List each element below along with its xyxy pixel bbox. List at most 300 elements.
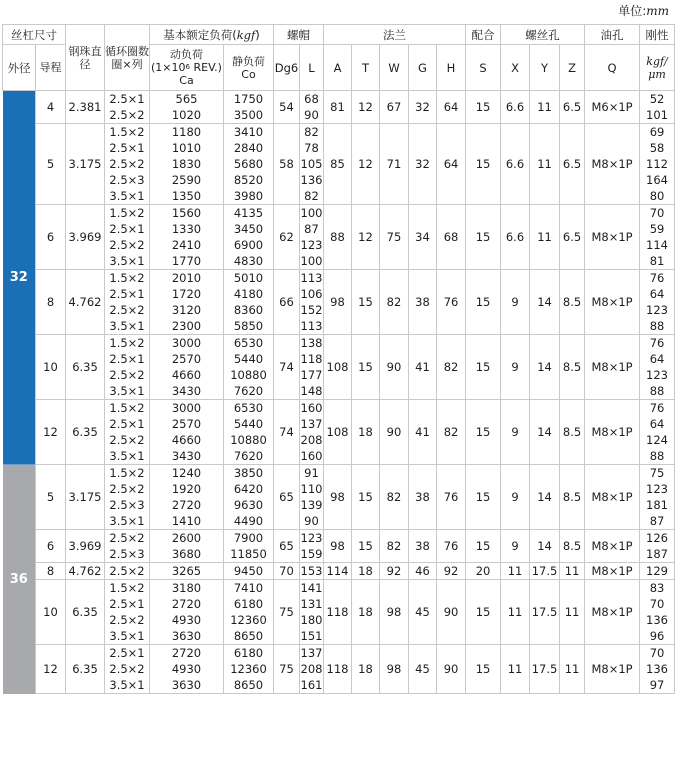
dynamic-load-cell-line: 2720 xyxy=(171,597,202,611)
w-cell: 75 xyxy=(380,205,409,270)
header-screw-size: 丝杠尺寸 xyxy=(3,25,66,45)
l-cell-line: 208 xyxy=(300,433,323,447)
circuits-cell-line: 2.5×2 xyxy=(109,238,145,252)
static-load-cell xyxy=(224,124,274,205)
dynamic-load-cell xyxy=(150,205,224,270)
static-load-cell xyxy=(224,530,274,563)
header-fit: 配合 xyxy=(466,25,501,45)
g-cell: 45 xyxy=(409,580,437,645)
circuits-cell-line: 2.5×2 xyxy=(109,564,145,578)
dg6-cell: 62 xyxy=(274,205,300,270)
dynamic-load-cell-line: 1010 xyxy=(171,141,202,155)
circuits-cell-line: 1.5×2 xyxy=(109,401,145,415)
g-cell: 38 xyxy=(409,530,437,563)
z-cell: 6.5 xyxy=(560,91,585,124)
dynamic-load-cell-line: 1770 xyxy=(171,254,202,268)
l-cell-line: 177 xyxy=(300,368,323,382)
y-cell: 11 xyxy=(530,205,560,270)
s-cell: 15 xyxy=(466,645,501,694)
dg6-cell: 58 xyxy=(274,124,300,205)
header-x: X xyxy=(501,45,530,91)
ball-screw-spec-table xyxy=(2,24,675,694)
g-cell: 41 xyxy=(409,335,437,400)
l-cell-line: 161 xyxy=(300,678,323,692)
l-cell xyxy=(300,400,324,465)
l-cell-line: 78 xyxy=(304,141,319,155)
l-cell xyxy=(300,270,324,335)
rigidity-cell-line: 70 xyxy=(649,646,665,660)
a-cell: 88 xyxy=(324,205,352,270)
rigidity-cell-line: 96 xyxy=(649,629,665,643)
lead-cell: 6 xyxy=(36,530,66,563)
q-cell: M8×1P xyxy=(585,335,640,400)
x-cell: 6.6 xyxy=(501,124,530,205)
l-cell-line: 152 xyxy=(300,303,323,317)
l-cell-line: 90 xyxy=(304,514,319,528)
rigidity-cell-line: 64 xyxy=(649,352,665,366)
l-cell-line: 118 xyxy=(300,352,323,366)
circuits-cell-line: 1.5×2 xyxy=(109,271,145,285)
lead-cell: 12 xyxy=(36,645,66,694)
dg6-cell: 54 xyxy=(274,91,300,124)
ball-dia-cell: 3.175 xyxy=(66,465,105,530)
w-cell: 82 xyxy=(380,530,409,563)
circuits-cell-line: 2.5×2 xyxy=(109,482,145,496)
static-load-cell-line: 9630 xyxy=(233,498,264,512)
y-cell: 11 xyxy=(530,124,560,205)
l-cell-line: 90 xyxy=(304,108,319,122)
static-load-cell-line: 3850 xyxy=(233,466,264,480)
static-load-cell-line: 4830 xyxy=(233,254,264,268)
w-cell: 98 xyxy=(380,580,409,645)
dynamic-load-cell xyxy=(150,563,224,580)
header-ball-dia: 钢珠直径 xyxy=(66,25,105,91)
header-oil-hole: 油孔 xyxy=(585,25,640,45)
w-cell: 67 xyxy=(380,91,409,124)
table-row xyxy=(3,563,675,580)
rigidity-cell xyxy=(640,563,675,580)
circuits-cell-line: 1.5×2 xyxy=(109,125,145,139)
dynamic-load-cell-line: 3630 xyxy=(171,678,202,692)
circuits-cell xyxy=(105,270,150,335)
static-load-cell-line: 9450 xyxy=(233,564,264,578)
l-cell-line: 110 xyxy=(300,482,323,496)
t-cell: 18 xyxy=(352,580,380,645)
circuits-cell-line: 2.5×1 xyxy=(109,92,145,106)
rigidity-cell-line: 76 xyxy=(649,401,665,415)
circuits-cell-line: 2.5×2 xyxy=(109,303,145,317)
circuits-cell-line: 2.5×3 xyxy=(109,498,145,512)
table-row xyxy=(3,335,675,400)
dynamic-load-cell-line: 1830 xyxy=(171,157,202,171)
circuits-cell-line: 3.5×1 xyxy=(109,189,145,203)
w-cell: 98 xyxy=(380,645,409,694)
table-row xyxy=(3,465,675,530)
header-q: Q xyxy=(585,45,640,91)
header-y: Y xyxy=(530,45,560,91)
h-cell: 76 xyxy=(437,465,466,530)
l-cell-line: 105 xyxy=(300,157,323,171)
table-body xyxy=(3,91,675,694)
static-load-cell-line: 12360 xyxy=(230,662,267,676)
ball-dia-cell: 2.381 xyxy=(66,91,105,124)
circuits-cell-line: 2.5×2 xyxy=(109,433,145,447)
circuits-cell-line: 2.5×2 xyxy=(109,108,145,122)
static-load-cell-line: 5010 xyxy=(233,271,264,285)
header-nut: 螺帽 xyxy=(274,25,324,45)
dynamic-load-cell xyxy=(150,580,224,645)
header-z: Z xyxy=(560,45,585,91)
header-rigidity-unit: kgf/ μm xyxy=(640,45,675,91)
dynamic-load-cell xyxy=(150,91,224,124)
header-static-load: 静负荷 Co xyxy=(224,45,274,91)
s-cell: 15 xyxy=(466,335,501,400)
header-bolt-hole: 螺丝孔 xyxy=(501,25,585,45)
rigidity-cell-line: 88 xyxy=(649,319,665,333)
l-cell xyxy=(300,124,324,205)
unit-label: 单位:mm xyxy=(618,4,669,18)
dg6-cell: 70 xyxy=(274,563,300,580)
static-load-cell-line: 11850 xyxy=(230,547,267,561)
static-load-cell xyxy=(224,563,274,580)
z-cell: 8.5 xyxy=(560,400,585,465)
t-cell: 15 xyxy=(352,465,380,530)
dynamic-load-cell-line: 4930 xyxy=(171,613,202,627)
circuits-cell-line: 3.5×1 xyxy=(109,319,145,333)
ball-dia-cell: 6.35 xyxy=(66,335,105,400)
static-load-cell xyxy=(224,645,274,694)
s-cell: 15 xyxy=(466,465,501,530)
x-cell: 11 xyxy=(501,563,530,580)
g-cell: 45 xyxy=(409,645,437,694)
a-cell: 118 xyxy=(324,645,352,694)
l-cell xyxy=(300,530,324,563)
h-cell: 90 xyxy=(437,645,466,694)
x-cell: 9 xyxy=(501,530,530,563)
header-a: A xyxy=(324,45,352,91)
g-cell: 38 xyxy=(409,465,437,530)
header-lead: 导程 xyxy=(36,45,66,91)
q-cell: M8×1P xyxy=(585,270,640,335)
rigidity-cell-line: 123 xyxy=(646,303,668,317)
l-cell-line: 137 xyxy=(300,646,323,660)
header-s: S xyxy=(466,45,501,91)
static-load-cell-line: 5850 xyxy=(233,319,264,333)
t-cell: 12 xyxy=(352,205,380,270)
dynamic-load-cell-line: 1410 xyxy=(171,514,202,528)
l-cell xyxy=(300,563,324,580)
dynamic-load-cell-line: 1180 xyxy=(171,125,202,139)
rigidity-cell xyxy=(640,270,675,335)
l-cell-line: 160 xyxy=(300,401,323,415)
table-row xyxy=(3,91,675,124)
table-row xyxy=(3,270,675,335)
circuits-cell xyxy=(105,205,150,270)
static-load-cell-line: 7620 xyxy=(233,384,264,398)
q-cell: M6×1P xyxy=(585,91,640,124)
static-load-cell xyxy=(224,465,274,530)
dynamic-load-cell xyxy=(150,124,224,205)
rigidity-cell-line: 126 xyxy=(646,531,668,545)
s-cell: 15 xyxy=(466,205,501,270)
table-row xyxy=(3,205,675,270)
z-cell: 8.5 xyxy=(560,465,585,530)
l-cell-line: 100 xyxy=(300,206,323,220)
s-cell: 15 xyxy=(466,91,501,124)
lead-cell: 10 xyxy=(36,335,66,400)
a-cell: 98 xyxy=(324,465,352,530)
circuits-cell-line: 3.5×1 xyxy=(109,629,145,643)
l-cell xyxy=(300,465,324,530)
dynamic-load-cell-line: 3180 xyxy=(171,581,202,595)
l-cell xyxy=(300,645,324,694)
l-cell-line: 148 xyxy=(300,384,323,398)
z-cell: 8.5 xyxy=(560,270,585,335)
y-cell: 14 xyxy=(530,400,560,465)
dynamic-load-cell-line: 1920 xyxy=(171,482,202,496)
dynamic-load-cell-line: 2300 xyxy=(171,319,202,333)
g-cell: 38 xyxy=(409,270,437,335)
l-cell-line: 68 xyxy=(304,92,319,106)
rigidity-cell-line: 70 xyxy=(649,597,665,611)
dynamic-load-cell-line: 1350 xyxy=(171,189,202,203)
table-row xyxy=(3,580,675,645)
t-cell: 12 xyxy=(352,91,380,124)
table-row xyxy=(3,400,675,465)
y-cell: 11 xyxy=(530,91,560,124)
dg6-cell: 65 xyxy=(274,465,300,530)
l-cell-line: 113 xyxy=(300,271,323,285)
l-cell-line: 123 xyxy=(300,238,323,252)
dynamic-load-cell-line: 565 xyxy=(175,92,198,106)
rigidity-cell-line: 76 xyxy=(649,336,665,350)
dg6-cell: 74 xyxy=(274,400,300,465)
circuits-cell-line: 1.5×2 xyxy=(109,581,145,595)
dynamic-load-cell-line: 2590 xyxy=(171,173,202,187)
t-cell: 18 xyxy=(352,563,380,580)
w-cell: 90 xyxy=(380,335,409,400)
static-load-cell xyxy=(224,270,274,335)
static-load-cell-line: 10880 xyxy=(230,433,267,447)
l-cell xyxy=(300,91,324,124)
dynamic-load-cell-line: 4930 xyxy=(171,662,202,676)
table-row xyxy=(3,645,675,694)
static-load-cell-line: 3980 xyxy=(233,189,264,203)
circuits-cell xyxy=(105,335,150,400)
static-load-cell xyxy=(224,91,274,124)
dynamic-load-cell-line: 2570 xyxy=(171,417,202,431)
s-cell: 20 xyxy=(466,563,501,580)
dynamic-load-cell-line: 3680 xyxy=(171,547,202,561)
dynamic-load-cell-line: 2410 xyxy=(171,238,202,252)
dg6-cell: 66 xyxy=(274,270,300,335)
circuits-cell-line: 2.5×2 xyxy=(109,368,145,382)
rigidity-cell xyxy=(640,530,675,563)
rigidity-cell-line: 88 xyxy=(649,449,665,463)
dynamic-load-cell-line: 2600 xyxy=(171,531,202,545)
static-load-cell-line: 6180 xyxy=(233,646,264,660)
x-cell: 9 xyxy=(501,465,530,530)
static-load-cell-line: 5440 xyxy=(233,352,264,366)
circuits-cell-line: 3.5×1 xyxy=(109,678,145,692)
x-cell: 11 xyxy=(501,580,530,645)
dynamic-load-cell-line: 4660 xyxy=(171,433,202,447)
t-cell: 15 xyxy=(352,270,380,335)
h-cell: 76 xyxy=(437,530,466,563)
l-cell-line: 91 xyxy=(304,466,319,480)
x-cell: 6.6 xyxy=(501,91,530,124)
dynamic-load-cell xyxy=(150,335,224,400)
header-rigidity: 刚性 xyxy=(640,25,675,45)
q-cell: M8×1P xyxy=(585,400,640,465)
x-cell: 9 xyxy=(501,335,530,400)
a-cell: 81 xyxy=(324,91,352,124)
a-cell: 98 xyxy=(324,270,352,335)
y-cell: 14 xyxy=(530,335,560,400)
h-cell: 64 xyxy=(437,124,466,205)
header-circuits: 循环圈数圈×列 xyxy=(105,25,150,91)
circuits-cell xyxy=(105,580,150,645)
g-cell: 32 xyxy=(409,91,437,124)
s-cell: 15 xyxy=(466,270,501,335)
static-load-cell-line: 8650 xyxy=(233,678,264,692)
h-cell: 76 xyxy=(437,270,466,335)
s-cell: 15 xyxy=(466,530,501,563)
dynamic-load-cell-line: 3120 xyxy=(171,303,202,317)
header-l: L xyxy=(300,45,324,91)
l-cell-line: 82 xyxy=(304,125,319,139)
g-cell: 41 xyxy=(409,400,437,465)
dynamic-load-cell xyxy=(150,645,224,694)
dynamic-load-cell-line: 1720 xyxy=(171,287,202,301)
circuits-cell-line: 1.5×2 xyxy=(109,466,145,480)
dynamic-load-cell-line: 1560 xyxy=(171,206,202,220)
circuits-cell xyxy=(105,530,150,563)
x-cell: 6.6 xyxy=(501,205,530,270)
w-cell: 90 xyxy=(380,400,409,465)
header-dg6: Dg6 xyxy=(274,45,300,91)
lead-cell: 5 xyxy=(36,465,66,530)
dynamic-load-cell-line: 3630 xyxy=(171,629,202,643)
rigidity-cell-line: 124 xyxy=(646,433,668,447)
s-cell: 15 xyxy=(466,580,501,645)
circuits-cell-line: 2.5×1 xyxy=(109,646,145,660)
circuits-cell-line: 2.5×2 xyxy=(109,531,145,545)
z-cell: 6.5 xyxy=(560,124,585,205)
q-cell: M8×1P xyxy=(585,205,640,270)
static-load-cell-line: 7620 xyxy=(233,449,264,463)
rigidity-cell-line: 136 xyxy=(646,662,668,676)
table-row xyxy=(3,124,675,205)
h-cell: 68 xyxy=(437,205,466,270)
l-cell-line: 139 xyxy=(300,498,323,512)
circuits-cell-line: 2.5×1 xyxy=(109,417,145,431)
static-load-cell-line: 5680 xyxy=(233,157,264,171)
ball-dia-cell: 6.35 xyxy=(66,580,105,645)
l-cell-line: 136 xyxy=(300,173,323,187)
z-cell: 11 xyxy=(560,580,585,645)
rigidity-cell-line: 164 xyxy=(646,173,668,187)
static-load-cell-line: 6420 xyxy=(233,482,264,496)
static-load-cell-line: 8360 xyxy=(233,303,264,317)
ball-dia-cell: 6.35 xyxy=(66,400,105,465)
rigidity-cell xyxy=(640,335,675,400)
circuits-cell-line: 2.5×1 xyxy=(109,352,145,366)
x-cell: 9 xyxy=(501,270,530,335)
l-cell xyxy=(300,205,324,270)
static-load-cell-line: 5440 xyxy=(233,417,264,431)
static-load-cell-line: 1750 xyxy=(233,92,264,106)
l-cell-line: 141 xyxy=(300,581,323,595)
s-cell: 15 xyxy=(466,400,501,465)
circuits-cell-line: 2.5×1 xyxy=(109,141,145,155)
dynamic-load-cell-line: 2570 xyxy=(171,352,202,366)
g-cell: 34 xyxy=(409,205,437,270)
rigidity-cell xyxy=(640,580,675,645)
circuits-cell-line: 2.5×2 xyxy=(109,662,145,676)
static-load-cell-line: 8650 xyxy=(233,629,264,643)
rigidity-cell-line: 76 xyxy=(649,271,665,285)
ball-dia-cell: 4.762 xyxy=(66,563,105,580)
a-cell: 118 xyxy=(324,580,352,645)
z-cell: 6.5 xyxy=(560,205,585,270)
y-cell: 17.5 xyxy=(530,580,560,645)
header-dynamic-load: 动负荷 ($1\times 10^6$ REV.) Ca xyxy=(150,45,224,91)
circuits-cell-line: 2.5×1 xyxy=(109,597,145,611)
dynamic-load-cell-line: 1240 xyxy=(171,466,202,480)
rigidity-cell-line: 83 xyxy=(649,581,665,595)
rigidity-cell-line: 69 xyxy=(649,125,665,139)
rigidity-cell-line: 52 xyxy=(649,92,665,106)
circuits-cell-line: 2.5×2 xyxy=(109,613,145,627)
circuits-cell-line: 2.5×2 xyxy=(109,157,145,171)
circuits-cell-line: 1.5×2 xyxy=(109,336,145,350)
lead-cell: 8 xyxy=(36,563,66,580)
g-cell: 46 xyxy=(409,563,437,580)
dynamic-load-cell xyxy=(150,400,224,465)
static-load-cell-line: 6900 xyxy=(233,238,264,252)
header-g: G xyxy=(409,45,437,91)
rigidity-cell-line: 58 xyxy=(649,141,665,155)
z-cell: 11 xyxy=(560,645,585,694)
dg6-cell: 65 xyxy=(274,530,300,563)
dynamic-load-cell-line: 3430 xyxy=(171,384,202,398)
q-cell: M8×1P xyxy=(585,580,640,645)
static-load-cell xyxy=(224,335,274,400)
outer-dia-cell: 36 xyxy=(3,465,36,694)
x-cell: 11 xyxy=(501,645,530,694)
dynamic-load-cell-line: 3430 xyxy=(171,449,202,463)
dg6-cell: 75 xyxy=(274,645,300,694)
ball-dia-cell: 6.35 xyxy=(66,645,105,694)
static-load-cell xyxy=(224,580,274,645)
dynamic-load-cell-line: 2720 xyxy=(171,646,202,660)
static-load-cell-line: 4180 xyxy=(233,287,264,301)
w-cell: 92 xyxy=(380,563,409,580)
l-cell-line: 123 xyxy=(300,531,323,545)
circuits-cell xyxy=(105,400,150,465)
z-cell: 8.5 xyxy=(560,530,585,563)
h-cell: 82 xyxy=(437,400,466,465)
rigidity-cell-line: 187 xyxy=(646,547,668,561)
rigidity-cell xyxy=(640,645,675,694)
t-cell: 15 xyxy=(352,530,380,563)
circuits-cell-line: 2.5×3 xyxy=(109,173,145,187)
circuits-cell-line: 3.5×1 xyxy=(109,254,145,268)
static-load-cell-line: 7410 xyxy=(233,581,264,595)
l-cell xyxy=(300,335,324,400)
l-cell-line: 131 xyxy=(300,597,323,611)
